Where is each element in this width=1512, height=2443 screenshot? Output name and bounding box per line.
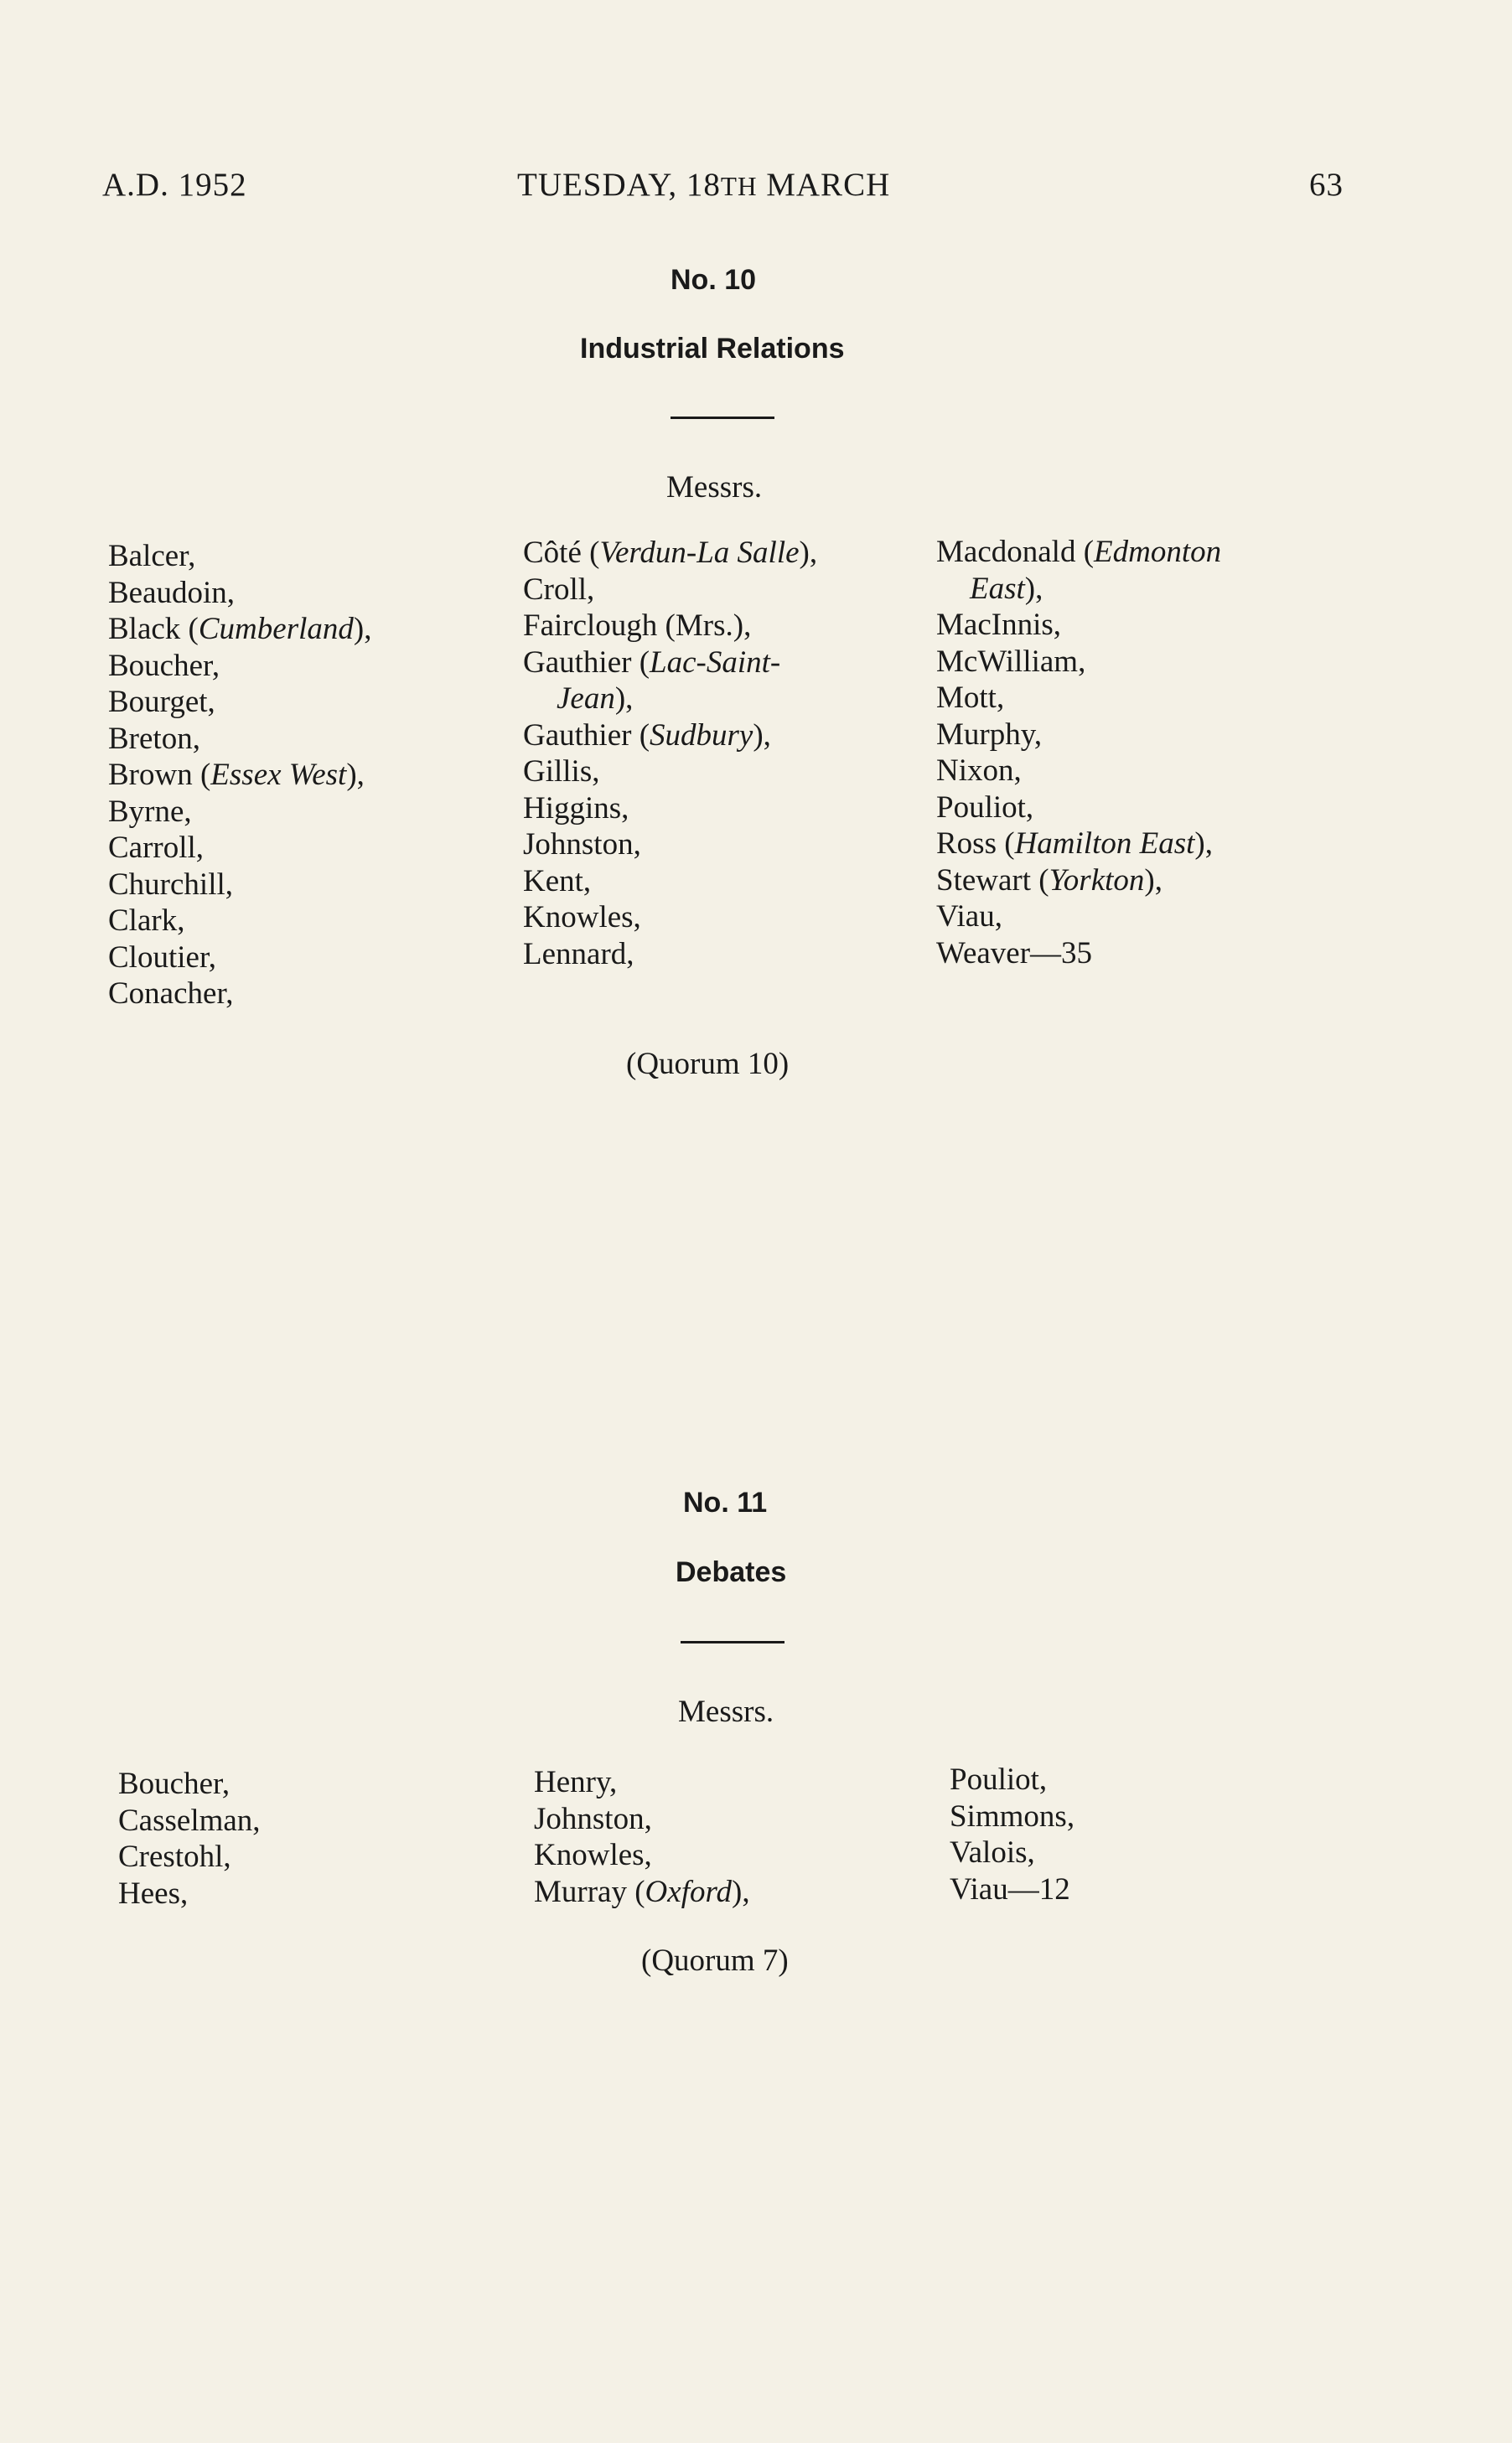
member-entry (950, 1799, 1074, 1835)
member-entry (108, 867, 371, 903)
member-name: Cloutier, (108, 939, 217, 975)
member-entry (936, 935, 1221, 972)
member-entry (936, 898, 1221, 935)
member-name: Johnston, (534, 1801, 652, 1836)
member-entry (118, 1766, 261, 1803)
member-entry (936, 607, 1221, 644)
member-name: Knowles, (534, 1838, 652, 1872)
member-name: Viau—12 (950, 1871, 1070, 1907)
member-name: Fairclough (Mrs.), (523, 608, 752, 643)
member-punctuation: ), (1144, 862, 1162, 898)
member-column-3 (950, 1762, 1074, 1907)
member-riding: Lac-Saint- (650, 644, 781, 680)
member-name: Pouliot, (936, 789, 1034, 825)
member-entry (108, 939, 371, 976)
member-entry (108, 903, 371, 939)
member-entry (118, 1876, 261, 1912)
member-punctuation: ), (753, 717, 771, 753)
member-name: Knowles, (523, 900, 641, 934)
header-day: TUESDAY, 18 (517, 167, 721, 203)
member-entry (523, 790, 817, 827)
member-punctuation: ), (1194, 826, 1213, 861)
member-riding: Jean (557, 681, 615, 716)
member-entry (108, 976, 371, 1012)
member-entry (108, 648, 371, 685)
member-entry (523, 681, 817, 717)
member-entry (936, 534, 1221, 571)
member-name: Viau, (936, 899, 1002, 934)
member-name: Hees, (118, 1876, 189, 1911)
member-punctuation: ), (1024, 571, 1043, 606)
member-entry (108, 611, 371, 648)
member-punctuation: ), (732, 1874, 750, 1909)
member-name: Weaver—35 (936, 935, 1093, 970)
member-name: Higgins, (523, 790, 629, 826)
member-name: Casselman, (118, 1803, 261, 1838)
member-entry (950, 1871, 1074, 1908)
member-entry (523, 753, 817, 790)
member-name: Johnston, (523, 827, 641, 862)
member-name: Côté ( (523, 536, 600, 570)
member-column-2 (523, 535, 817, 972)
member-name: Brown ( (108, 758, 211, 792)
member-name: Croll, (523, 572, 595, 607)
title-rule (681, 1641, 784, 1643)
member-entry (523, 535, 817, 572)
member-column-2 (534, 1764, 750, 1910)
member-name: Ross ( (936, 826, 1015, 861)
member-entry (118, 1803, 261, 1840)
member-punctuation: ), (353, 612, 372, 646)
member-entry (936, 717, 1221, 753)
member-entry (523, 936, 817, 973)
member-name: Boucher, (108, 648, 220, 683)
member-riding: Edmonton (1094, 535, 1222, 569)
member-name: McWilliam, (936, 644, 1086, 679)
committee-number: No. 11 (683, 1487, 768, 1519)
member-entry (523, 608, 817, 644)
member-name: Kent, (523, 863, 592, 898)
member-entry (936, 826, 1221, 862)
member-entry (936, 753, 1221, 789)
member-name: Conacher, (108, 976, 234, 1011)
member-column-1 (108, 538, 371, 1012)
member-entry (936, 571, 1221, 608)
member-entry (108, 684, 371, 721)
committee-title: Industrial Relations (580, 333, 845, 365)
member-name: Stewart ( (936, 862, 1049, 898)
member-name: Bourget, (108, 685, 215, 719)
member-entry (108, 538, 371, 575)
member-name: Crestohl, (118, 1840, 231, 1874)
member-name: Carroll, (108, 831, 205, 865)
member-name: Murphy, (936, 717, 1043, 752)
member-entry (936, 789, 1221, 826)
member-riding: Oxford (645, 1874, 732, 1909)
messrs-label: Messrs. (678, 1695, 774, 1729)
member-riding: Cumberland (198, 612, 354, 646)
member-entry (108, 757, 371, 794)
quorum-note: (Quorum 7) (641, 1944, 789, 1978)
member-entry (523, 572, 817, 608)
member-name: Lennard, (523, 936, 634, 971)
member-entry (950, 1762, 1074, 1799)
member-name: MacInnis, (936, 608, 1061, 642)
page-number: 63 (1309, 167, 1344, 203)
member-entry (118, 1839, 261, 1876)
member-entry (108, 575, 371, 612)
member-riding: Yorkton (1049, 862, 1145, 898)
member-name: Murray ( (534, 1874, 645, 1909)
messrs-label: Messrs. (666, 470, 763, 505)
committee-number: No. 10 (671, 264, 757, 296)
member-name: Gauthier ( (523, 717, 650, 753)
member-column-3 (936, 534, 1221, 971)
member-name: Clark, (108, 903, 185, 938)
member-entry (523, 644, 817, 681)
member-name: Breton, (108, 721, 200, 756)
title-rule (671, 417, 774, 419)
member-entry (523, 717, 817, 754)
member-name: Mott, (936, 681, 1005, 715)
member-entry (108, 721, 371, 758)
member-name: Black ( (108, 612, 199, 646)
member-name: Gauthier ( (523, 644, 650, 680)
member-punctuation: ), (799, 536, 818, 570)
member-entry (108, 794, 371, 831)
header-date (517, 166, 890, 204)
member-entry (936, 644, 1221, 681)
member-name: Churchill, (108, 867, 234, 902)
quorum-note: (Quorum 10) (626, 1047, 790, 1081)
member-entry (950, 1835, 1074, 1871)
member-entry (523, 899, 817, 936)
member-punctuation: ), (346, 758, 365, 792)
member-riding: Sudbury (650, 717, 753, 753)
member-name: Macdonald ( (936, 535, 1095, 569)
member-entry (534, 1801, 750, 1838)
member-name: Henry, (534, 1765, 618, 1799)
header-day-suffix: TH (720, 172, 758, 201)
member-name: Gillis, (523, 754, 600, 789)
member-entry (523, 826, 817, 863)
header-year: A.D. 1952 (102, 167, 247, 203)
member-entry (534, 1874, 750, 1911)
member-name: Balcer, (108, 539, 196, 573)
member-punctuation: ), (614, 681, 634, 716)
member-name: Simmons, (950, 1799, 1075, 1834)
member-entry (534, 1764, 750, 1801)
header-month: MARCH (766, 167, 891, 203)
member-name: Valois, (950, 1835, 1035, 1870)
member-name: Nixon, (936, 753, 1022, 788)
member-riding: Verdun-La Salle (599, 536, 800, 570)
member-column-1 (118, 1766, 261, 1912)
member-riding: East (970, 571, 1025, 606)
member-name: Byrne, (108, 794, 192, 829)
member-entry (534, 1837, 750, 1874)
member-riding: Essex West (210, 758, 347, 792)
member-name: Beaudoin, (108, 575, 236, 610)
committee-title: Debates (676, 1556, 787, 1588)
member-entry (936, 680, 1221, 717)
member-name: Boucher, (118, 1767, 230, 1801)
member-entry (108, 830, 371, 867)
member-entry (936, 862, 1221, 899)
member-name: Pouliot, (950, 1762, 1048, 1797)
member-entry (523, 863, 817, 900)
member-riding: Hamilton East (1014, 826, 1195, 861)
